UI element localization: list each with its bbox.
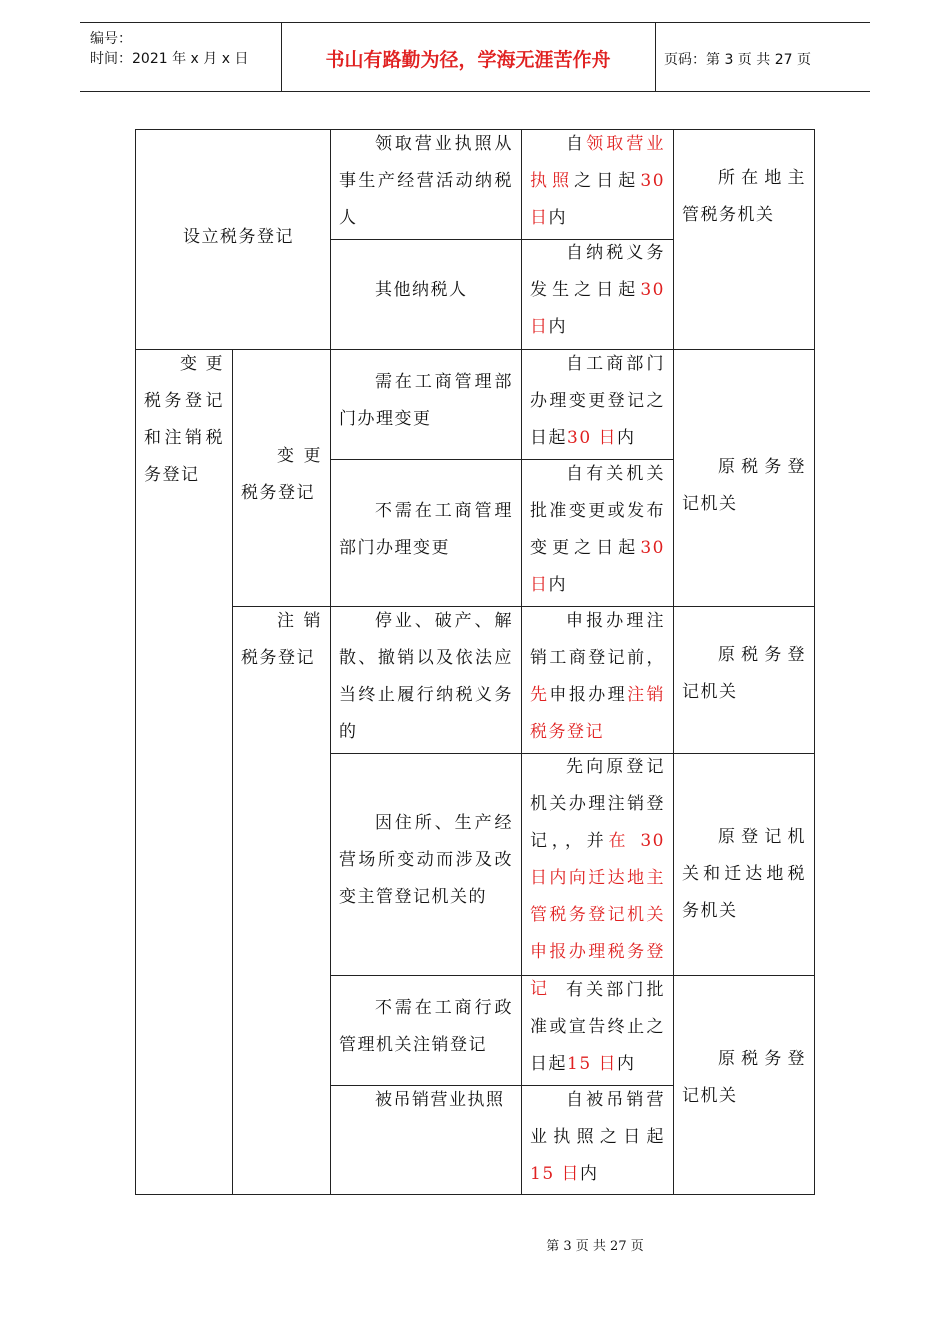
case-change-1: 需在工商管理部门办理变更: [339, 372, 513, 429]
deadline-change-1: 自工商部门办理变更登记之日起30 日内: [530, 354, 665, 448]
case-cancel-1: 停业、破产、解散、撤销以及依法应当终止履行纳税义务的: [339, 611, 513, 742]
sub-change: 变更税务登记: [241, 446, 322, 503]
deadline-cancel-3: 有关部门批准或宣告终止之日起15 日内: [530, 980, 665, 1074]
page-header: [80, 22, 870, 92]
case-establish-1: 领取营业执照从事生产经营活动纳税人: [339, 134, 513, 228]
page-indicator: 页码：第 3 页 共 27 页: [664, 52, 811, 68]
deadline-cancel-2: 先向原登记机关办理注销登记，，并在 30 日内向迁达地主管税务登记机关申报办理税务登记: [530, 757, 665, 999]
header-divider: [655, 23, 656, 91]
deadline-establish-2: 自纳税义务发生之日起30 日内: [530, 243, 665, 337]
tax-registration-table: [135, 129, 815, 1195]
category-establish: 设立税务登记: [183, 227, 294, 247]
deadline-establish-1: 自领取营业执照之日起30 日内: [530, 134, 666, 228]
case-cancel-2: 因住所、生产经营场所变动而涉及改变主管登记机关的: [339, 813, 513, 907]
number-label: 编号：: [90, 31, 132, 47]
page-footer: 第 3 页 共 27 页: [546, 1239, 644, 1254]
deadline-change-2: 自有关机关批准变更或发布变更之日起30 日内: [530, 464, 665, 595]
case-change-2: 不需在工商管理部门办理变更: [339, 501, 513, 558]
motto: 书山有路勤为径，学海无涯苦作舟: [325, 49, 611, 71]
deadline-cancel-4: 自被吊销营业执照之日起15 日内: [530, 1090, 665, 1184]
grid-line: [135, 349, 815, 350]
case-establish-2: 其他纳税人: [375, 280, 468, 300]
time-label: 时间：2021 年 x 月 x 日: [90, 51, 249, 67]
authority-cancel-34: 原税务登记机关: [682, 1049, 806, 1106]
authority-establish: 所在地主管税务机关: [682, 168, 806, 225]
table-border: [814, 129, 815, 1195]
case-cancel-3: 不需在工商行政管理机关注销登记: [339, 998, 513, 1055]
authority-cancel-2: 原登记机关和迁达地税务机关: [682, 827, 806, 921]
authority-cancel-1: 原税务登记机关: [682, 645, 806, 702]
table-border: [135, 1194, 815, 1195]
header-meta: [90, 29, 248, 69]
authority-change: 原税务登记机关: [682, 457, 806, 514]
deadline-cancel-1: 申报办理注销工商登记前，先申报办理注销税务登记: [530, 611, 666, 742]
category-change-cancel: 变更税务登记和注销税务登记: [144, 354, 224, 485]
case-cancel-4: 被吊销营业执照: [375, 1090, 505, 1110]
table-border: [135, 129, 136, 1195]
sub-cancel: 注销税务登记: [241, 611, 322, 668]
